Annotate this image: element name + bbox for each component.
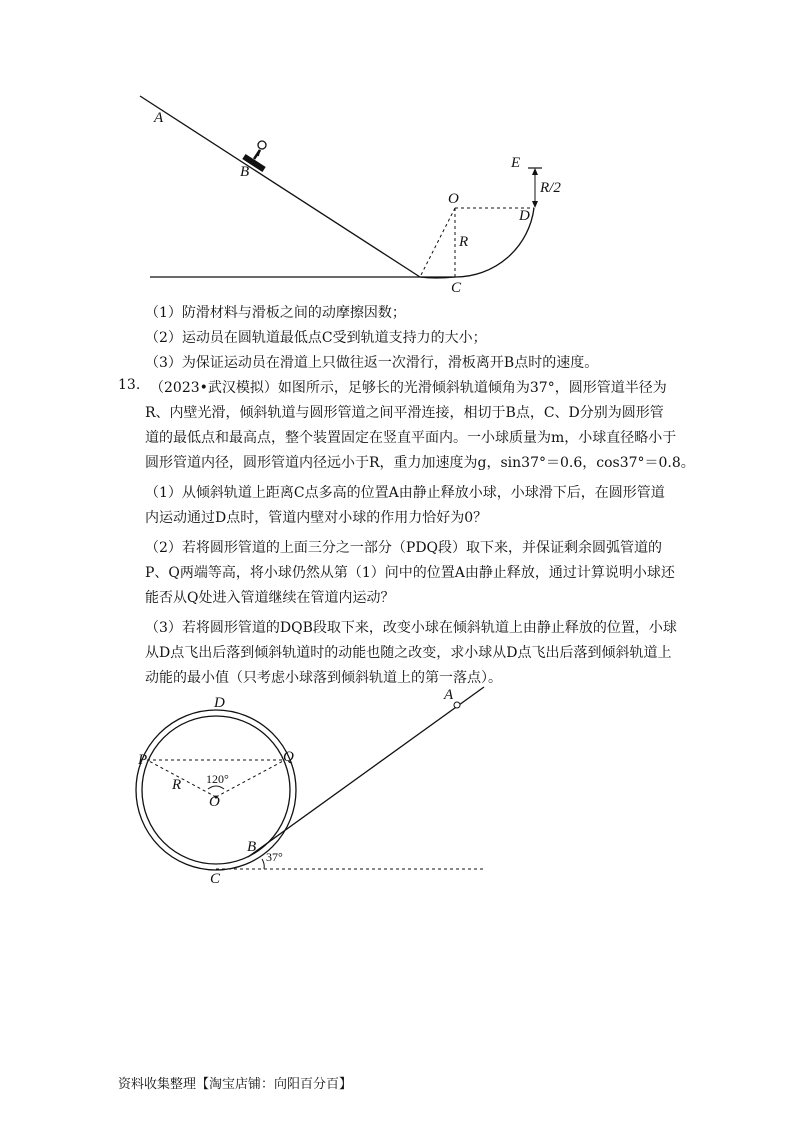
center-angle-arc <box>208 786 224 789</box>
label-a: A <box>444 687 454 703</box>
figure-2-tube-incline <box>130 685 510 900</box>
figure-1-slide-track <box>130 90 590 300</box>
q13-line-1: （2023•武汉模拟）如图所示，足够长的光滑倾斜轨道倾角为37°，圆形管道半径为 <box>150 380 667 396</box>
q12-part-3: （3）为保证运动员在滑道上只做往返一次滑行，滑板离开B点时的速度。 <box>145 355 599 371</box>
q12-part-2: （2）运动员在圆轨道最低点C受到轨道支持力的大小； <box>145 330 487 346</box>
circular-arc-track <box>420 208 534 278</box>
label-e: E <box>511 155 521 171</box>
label-b: B <box>240 164 250 180</box>
label-c: C <box>451 280 462 296</box>
q13-part3-line-1: （3）若将圆形管道的DQB段取下来，改变小球在倾斜轨道上由静止释放的位置，小球 <box>145 620 677 636</box>
label-q: Q <box>283 749 294 765</box>
label-r: R <box>459 234 469 250</box>
label-120-deg: 120° <box>206 772 229 786</box>
label-d: D <box>214 695 225 711</box>
label-o: O <box>448 191 459 207</box>
label-half-r: R/2 <box>540 180 561 196</box>
tube-inner-circle <box>142 716 290 864</box>
q13-number: 13. <box>118 377 141 393</box>
q13-line-3: 道的最低点和最高点，整个装置固定在竖直平面内。一小球质量为m，小球直径略小于 <box>145 430 677 446</box>
q13-part1-line-1: （1）从倾斜轨道上距离C点多高的位置A由静止释放小球，小球滑下后，在圆形管道 <box>145 485 665 501</box>
label-p: P <box>138 752 148 768</box>
label-b: B <box>247 839 257 855</box>
label-37-deg: 37° <box>266 850 283 864</box>
label-c: C <box>210 871 221 887</box>
q13-part3-line-3: 动能的最小值（只考虑小球落到倾斜轨道上的第一落点）。 <box>145 670 502 686</box>
footer-source: 资料收集整理【淘宝店铺：向阳百分百】 <box>118 1077 353 1092</box>
q13-line-2: R、内壁光滑，倾斜轨道与圆形管道之间平滑连接，相切于B点，C、D分别为圆形管 <box>145 405 664 421</box>
ball-icon <box>454 702 460 708</box>
q13-part2-line-3: 能否从Q处进入管道继续在管道内运动？ <box>145 590 395 606</box>
q13-part2-line-2: P、Q两端等高，将小球仍然从第（1）问中的位置A由静止释放，通过计算说明小球还 <box>145 565 675 581</box>
label-d: D <box>519 208 530 224</box>
label-a: A <box>154 110 164 126</box>
radius-dashed-tangent <box>420 208 455 277</box>
q13-part1-line-2: 内运动通过D点时，管道内壁对小球的作用力恰好为0？ <box>145 510 488 526</box>
q13-part2-line-1: （2）若将圆形管道的上面三分之一部分（PDQ段）取下来，并保证剩余圆弧管道的 <box>145 540 663 556</box>
incline-track <box>248 687 484 857</box>
arrow-up-head <box>532 168 538 175</box>
q13-line-4: 圆形管道内径，圆形管道内径远小于R，重力加速度为g，sin37°＝0.6，cos37°＝0.8。 <box>145 455 695 471</box>
angle-37-arc <box>262 859 264 869</box>
q13-part3-line-2: 从D点飞出后落到倾斜轨道时的动能也随之改变，求小球从D点飞出后落到倾斜轨道上 <box>145 645 672 661</box>
label-o: O <box>209 794 220 810</box>
label-r: R <box>172 777 182 793</box>
incline-line <box>140 96 420 277</box>
q12-part-1: （1）防滑材料与滑板之间的动摩擦因数； <box>145 305 406 321</box>
tube-outer-circle <box>136 710 296 870</box>
arrow-down-head <box>532 201 538 208</box>
